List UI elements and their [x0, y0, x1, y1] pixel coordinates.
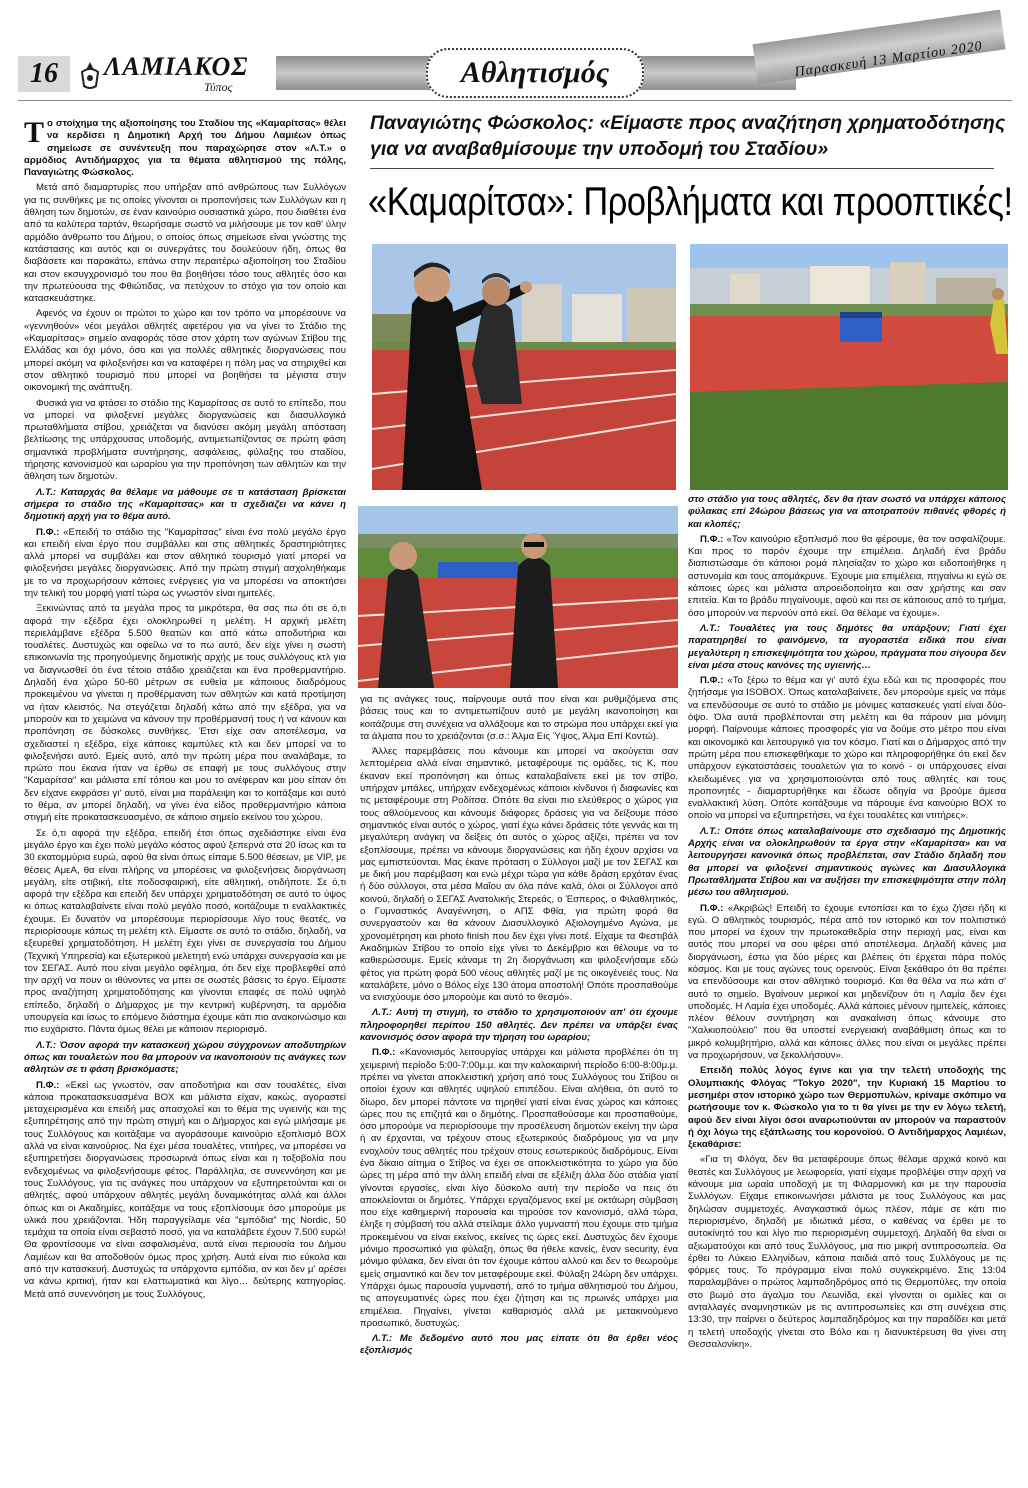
article-column-3	[688, 494, 1006, 1480]
paragraph: Αφενός να έχουν οι πρώτοι το χώρο και τον τρόπο να μπορέσουνε να «γεννηθούν» νέοι μεγάλοι αθλητές αφετέρου για να γίνει το Στάδιο της «Καμαρίτσας» σημείο αναφοράς τόσο στον χάρτη των αγώνων Στίβου της Ελλάδας και όχι μόνο, όσο και για πολλές αθλητικές διοργανώσεις που μπορεί ακόμη να φιλοξενήσει και να καταφέρει η πόλη μας να στηριχθεί και στον αθλητικό τουρισμό που μπορεί να βοηθήσει τα μέγιστα στην οικονομική της ανάπτυξη.	[24, 308, 346, 394]
interview-question: Λ.Τ.: Με δεδομένο αυτό που μας είπατε ότι θα έρθει νέος εξοπλισμός	[360, 1333, 678, 1357]
photo-men-on-track	[358, 506, 678, 688]
olympic-flame-paragraph: Επειδή πολύς λόγος έγινε και για την τελετή υποδοχής της Ολυμπιακής Φλόγας "Tokyo 2020", την Κυριακή 15 Μαρτίου το μεσημέρι στον ιστορικό χώρο των Θερμοπυλών, κρίναμε σκόπιμο να ρωτήσουμε τον κ. Φώσκολο για το τι θα γίνει με την εν λόγω τελετή, αφού δεν είναι λίγοι όσοι αναρωτιούνται αν μπορούν να παραστούν ή όχι λόγω της εξάπλωσης του κορονοϊού. Ο Αντιδήμαρχος Λαμιέων, ξεκαθάρισε:	[688, 1065, 1006, 1151]
olympic-flame-quote: «Για τη Φλόγα, δεν θα μεταφέρουμε όπως θέλαμε αρχικά κοινό και θεατές και Συλλόγους με λεωφορεία, γιατί είχαμε προβλέψει στην αρχή να κάνουμε μια ωραία υποδοχή με τη Φιλαρμονική και με την παρουσία Συλλόγων. Είχαμε επικοινωνήσει μάλιστα με τους Συλλόγους και μας δηλώσαν συμμετοχές. Αναγκαστικά όμως πλέον, πάμε σε κάτι πιο περιορισμένο, δηλαδή με ιδιωτικά μέσα, ο καθένας να έρθει με το αυτοκίνητό του και λίγο πιο περιορισμένη συμμετοχή. Δηλαδή θα είναι οι αξιωματούχοι και από τους Συλλόγους, μια πιο μικρή αντιπροσωπεία. Θα έρθει το Λύκειο Ελληνίδων, κάποια παιδιά από τους Συλλόγους με τις φόρμες τους. Το πρόγραμμα είναι πολύ συγκεκριμένο. Στις 13:04 παραλαμβάνει ο πρώτος λαμπαδηδρόμος από τις Θερμοπύλες, την οποία στο βωμό στο άγαλμα του Λεωνίδα, εκεί γίνονται οι ομιλίες και οι ανταλλαγές αναμνηστικών με τις αντιπροσωπείες και στη συνέχεια στις 13:30, την παίρνει ο δεύτερος λαμπαδηδρόμος και την παραδίδει και μετά η τελετή υποδοχής γίνεται στο Βόλο και η διανυκτέρευση θα γίνει στη Θεσσαλονίκη».	[688, 1154, 1006, 1350]
interview-answer: Π.Φ.: «Το ξέρω το θέμα και γι' αυτό έχω εδώ και τις προσφορές που ζητήσαμε για ISOBOX. Όπως καταλαβαίνετε, δεν μπορούμε εμείς να πάμε να επενδύσουμε σε αυτό το στάδιο με μόνιμες κατασκευές γιατί είναι δύο-όψο. Όλα αυτά προβλέπονται στη μελέτη και θα πάρουν μια μόνιμη μορφή. Παίρνουμε κάποιες προσφορές για να δούμε στο μέτρο που είναι και οικονομικό και λειτουργικό για τον κόσμο. Γιατί και ο Δήμαρχος από την πρώτη μέρα που επισκεφθήκαμε το χώρο και πληροφορήθηκε ότι εκεί δεν υπάρχουν εγκαταστάσεις τουαλετών για το κοινό - οι υπάρχουσες είναι κλειδωμένες για να χρησιμοποιούνται από τους αθλητές και τους προπονητές - διαμαρτυρήθηκε και έδωσε οδηγία να βρούμε άμεσα εναλλακτική λύση. Οπότε κοιτάξουμε να πάρουμε ένα καινούριο BOX το οποίο να μπορεί να εξυπηρετήσει, να έχει τουαλέτες και ντιτήρες».	[688, 675, 1006, 822]
article-column-1	[24, 118, 346, 1480]
page-number: 16	[18, 56, 70, 92]
interview-answer: Π.Φ.: «Ακριβώς! Επειδή το έχουμε εντοπίσει και το έχω ζήσει ήδη κι εγώ. Ο αθλητικός τουρισμός, πέρα από τον ιστορικό και τον πολιτιστικό που μπορεί να έχουν την πρωτοκαθεδρία στην περιοχή μας, είναι και αυτός που μπορεί να σου φέρει από αποτέλεσμα. Δηλαδή κάνεις μια διοργάνωση, έστω για δύο μέρες και βλέπεις ότι έρχεται πάρα πολύς κόσμος. Και με τους αγώνες τους ορεινούς. Είναι ξεκάθαρο ότι θα πρέπει να επενδύσουμε και στον αθλητικό τουρισμό. Και θα θέλα να πω κάτι σ' αυτό το σημείο. Βγαίνουν μερικοί και μηδενίζουν ότι η Λαμία δεν έχει υποδομές. Η Λαμία έχει υποδομές. Αλλά κάποιες μένουν ημιτελείς, κάποιες πλέον θέλουν συντήρηση και ανακαίνιση όπως κάνουμε στο "Χαλκιοπούλειο" που θα υποστεί ενεργειακή αναβάθμιση όπως και το μικρό κολυμβητήριο, αλλά και κάποιες άλλες που είναι οι μεγάλες πρέπει να προχωρήσουν, να ξεκολλήσουν».	[688, 902, 1006, 1062]
interview-question: Λ.Τ.: Καταρχάς θα θέλαμε να μάθουμε σε τι κατάσταση βρίσκεται σήμερα το στάδιο της «Καμαρίτσας» και τι σχεδιάζει να κάνει η δημοτική αρχή για το θέμα αυτό.	[24, 486, 346, 523]
interview-question: Λ.Τ.: Αυτή τη στιγμή, το στάδιο το χρησιμοποιούν απ' ότι έχουμε πληροφορηθεί περίπου 150 αθλητές. Δεν πρέπει να υπάρξει ένας κανονισμός όσον αφορά την τήρηση του ωραρίου;	[360, 1007, 678, 1044]
masthead	[18, 38, 1012, 100]
paragraph: Μετά από διαμαρτυρίες που υπήρξαν από ανθρώπους των Συλλόγων για τις συνθήκες με τις οποίες γίνονται οι προπονήσεις των Συλλόγων και η άθληση των δημοτών, σε έναν καινούριο ουσιαστικά χώρο, που διαθέτει ένα από τα καλύτερα ταρτάν, θεωρήσαμε σωστό να μιλήσουμε με τον καθ' ύλην αρμόδιο άνθρωπο του Δήμου, ο οποίος όπως σημείωσε είναι γνώστης της κατάστασης και αυτός και οι συνεργάτες του δουλεύουν ήδη, όπως θα διαβάσετε και παρακάτω, επάνω στην περαιτέρω αξιοποίηση του Σταδίου και στον εκσυγχρονισμό του που θα βοηθήσει τόσο τους αθλητές όσο και την πρωτεύουσα της Φθιώτιδας, να πετύχουν το στόχο για τον οποίο και κατασκευάστηκε.	[24, 182, 346, 305]
section-title: Αθλητισμός	[426, 48, 644, 98]
newspaper-logo-icon	[78, 60, 102, 90]
masthead-rule	[18, 100, 1012, 101]
interview-question: στο στάδιο για τους αθλητές, δεν θα ήταν σωστό να υπάρχει κάποιος φύλακας επί 24ώρου βάσεως για να αποτραπούν πιθανές φθορές ή και κλοπές;	[688, 494, 1006, 530]
paragraph: Άλλες παρεμβάσεις που κάνουμε και μπορεί να ακούγεται σαν λεπτομέρεια αλλά είναι σημαντικό, μεταφέρουμε τις ομάδες, τις Κ, που έκαναν εκεί προπόνηση και όπως καταλαβαίνετε εκεί με τον στίβο, υπήρχαν μπάλες, υπήρχαν ενδεχομένως κάποιοι κίνδυνοι ή διαφωνίες και τις μεταφέρουμε στη Ροδίτσα. Οπότε θα είναι πιο ελεύθερος ο χώρος για τους αθλούμενους και κάνουμε διάφορες δράσεις για να δείξουμε πόσο σημαντικός είναι αυτός ο χώρος, γιατί έχω κάνει δράσεις τότε γεννάς και τη μεγαλύτερη ανάγκη να δείξεις ότι αυτός ο χώρος αξίζει, πρέπει να τον εξοπλίσουμε, πρέπει να κάνουμε διοργανώσεις και ήδη έχουν αρχίσει να μας εμπιστεύονται. Μας έκανε πρόταση ο Σύλλογοι μαζί με τον ΣΕΓΑΣ και με δική μου παρέμβαση και ενώ μέχρι τώρα για κάθε δράση ερχόταν ένας ή δύο σύλλογοι, στα μέσα Μαΐου αν όλα πάνε καλά, όλοι οι Σύλλογοι από κοινού, δηλαδή ο ΣΕΓΑΣ Ανατολικής Στερεάς, ο Έσπερος, ο Φιλαθλητικός, ο Γυμναστικός Αναγέννηση, ο ΑΠΣ Φθία, για πρώτη φορά θα συνεργαστούν και θα κάνουν Διασυλλογικό Αξιολογημένο Αγώνα, με χρονομέτρηση και photo finish που δεν έχει γίνει ποτέ. Είχαμε τα Φεστιβάλ Ακαδημιών Στίβου το οποίο είχε γίνει το Δεκέμβριο και θέλουμε να το καθιερώσουμε. Εμείς κάναμε τη 2η διοργάνωση και φιλοξενήσαμε εδώ φέτος για πρώτη φορά 500 νέους αθλητές μαζί με τις οικογένειές τους. Να καταλάβετε, μόνο ο Βόλος είχε 130 άτομα αποστολή! Οπότε προσπαθούμε να ενισχύουμε όσο μπορούμε και αυτό το θεσμό».	[360, 746, 678, 1004]
article-intro: Το στοίχημα της αξιοποίησης του Σταδίου της «Καμαρίτσας» θέλει να κερδίσει η Δημοτική Αρχή του Δήμου Λαμιέων όπως σημείωσε σε συνέντευξη που παραχώρησε στον «Λ.Τ.» ο αρμόδιος Αντιδήμαρχος για τα θέματα αθλητισμού της πόλης, Παναγιώτης Φώσκολος.	[24, 118, 346, 179]
interview-question: Λ.Τ.: Όσον αφορά την κατασκευή χώρου σύγχρονων αποδυτηρίων όπως και τουαλετών που θα μπορούν να ικανοποιούν τις ανάγκες των αθλητών σε τι φάση βρισκόμαστε;	[24, 1039, 346, 1076]
article-column-2	[360, 694, 678, 1478]
photo-officials-on-track	[372, 244, 676, 490]
paper-subtitle: Τύπος	[204, 80, 233, 94]
issue-date: Παρασκευή 13 Μαρτίου 2020	[793, 38, 984, 81]
interview-question: Λ.Τ.: Οπότε όπως καταλαβαίνουμε στο σχεδιασμό της Δημοτικής Αρχής είναι να ολοκληρωθούν τα έργα στην «Καμαρίτσα» και να λειτουργήσει κανονικά όπως προβλέπεται, σαν Στάδιο δηλαδή που θα μπορεί να φιλοξενεί σημαντικούς αγώνες και Διασυλλογικά Πρωταθλήματα Στίβου και να αυξήσει την επισκεψιμότητα στην πόλη μέσω του αθλητισμού.	[688, 825, 1006, 899]
article-subheadline: Παναγιώτης Φώσκολος: «Είμαστε προς αναζήτηση χρηματοδότησης για να αναβαθμίσουμε την υποδομή του Σταδίου»	[370, 112, 1006, 160]
interview-answer: Π.Φ.: «Τον καινούριο εξοπλισμό που θα φέρουμε, θα τον ασφαλίζουμε. Και προς το παρόν έχουμε την επιμέλεια. Δηλαδή ένα βράδυ διαπιστώσαμε ότι κάποιοι ρομά πλησίαζαν το χώρο και ειδοποιήθηκε η αστυνομία και τους απομάκρυνε. Έχουμε μια επιμέλεια, πηγαίνω κι εγώ σε κάποιες ώρες και μάλιστα απροειδοποίητα και σαν χρήστης και σαν επιτεία. Και το βράδυ πηγαίνουμε, αφού και πει σε κάποιους από το τμήμα, όσο μπορούν να περνούν από εκεί. Θα θέλαμε να έχουμε».	[688, 533, 1006, 619]
paragraph: Φυσικά για να φτάσει το στάδιο της Καμαρίτσας σε αυτό το επίπεδο, που να μπορεί να φιλοξενεί μεγάλες διοργανώσεις και διασυλλογικά πρωταθλήματα στίβου, χρειάζεται να διανύσει ακόμη μεγάλη απόσταση βελτίωσης της υπάρχουσας υποδομής, αντιμετωπίζοντας σε πρώτη φάση σημαντικά προβλήματα συντήρησης, ασφάλειας, φύλαξης του σταδίου, τήρησης κανονισμού και ωραρίου για την προπόνηση των αθλητών και την άθληση των δημοτών.	[24, 397, 346, 483]
photo-high-jump-mat	[690, 244, 1008, 490]
drop-cap: Τ	[24, 118, 45, 149]
interview-question: Λ.Τ.: Τουαλέτες για τους δημότες θα υπάρξουν; Γιατί έχει παρατηρηθεί το φαινόμενο, τα αγοραστέα ειδικά που είναι μεγαλύτερη η επισκεψιμότητα του χώρου, πράγματα που σίγουρα δεν είναι μέσα στους κανόνες της υγιεινής…	[688, 622, 1006, 671]
interview-answer: Π.Φ.: «Επειδή το στάδιο της "Καμαρίτσας" είναι ένα πολύ μεγάλο έργο και επειδή είναι έργο που συμβάλλει και στις αθλητικές δραστηριότητες αλλά μπορεί να συμβάλει και στον αθλητικό τουρισμό γιατί μπορεί να φιλοξενήσει μεγάλες διοργανώσεις. Από την πρώτη στιγμή ασχοληθήκαμε με το να προχωρήσουν κάποιες ενέργειες για να μπορέσει να αποκτήσει την τελική του μορφή γιατί τώρα ως γνωστόν είναι ημιτελές.	[24, 526, 346, 599]
paragraph: Σε ό,τι αφορά την εξέδρα, επειδή έτσι όπως σχεδιάστηκε είναι ένα μεγάλο έργο και έχει πολύ μεγάλο κόστος αφού ξεπερνά στα 20 ίσως και τα 30 εκατομμύρια ευρώ, αφού θα είναι όπως είπαμε 5.500 θέσεων, με VIP, με θέσεις ΑμεΑ, θα είναι πλήρης να μπορέσεις να φιλοξενήσεις διοργάνωση μεγάλη, είτε στιβική, είτε ποδοσφαιρική, είτε αθλητική, οτιδήποτε. Σε ό,τι αφορά την εξέδρα και επειδή δεν υπάρχει χρηματοδότηση σε αυτό το ύψος κι όπως καταλαβαίνετε είναι πολύ μεγάλο ποσό, κοιτάζουμε τι εναλλακτικές έχουμε. Ει δυνατόν να μπορέσουμε περιορίσουμε λίγο τους θεατές, να περιορίσουμε κάπως τη μελέτη κτλ. Είμαστε σε αυτό το στάδιο, δηλαδή, να εξευρεθεί χρηματοδότηση. Η μελέτη έχει γίνει σε συνεργασία του Δήμου (Τεχνική Υπηρεσία) και εξωτερικού μελετητή ενώ υπάρχει συνεργασία και με τον ΣΕΓΑΣ. Αυτό που είναι μεγάλο οφέλημα, ότι δεν είχε προβλεφθεί από την αρχή να πουν οι ιθύνοντες να μπει σε σωστές βάσεις το έργο. Είμαστε προς αναζήτηση χρηματοδότησης και γίνονται επαφές σε πολύ υψηλό επίπεδο, δηλαδή ο Δήμαρχος με την κεντρική κυβέρνηση, τα αρμόδια υπουργεία και ίσως το επόμενο διάστημα έχουμε κάτι πιο ανακοινώσιμο και πιο ευχάριστο. Πάντα όμως θέλει με κάποιον περιορισμό.	[24, 827, 346, 1036]
paragraph: Ξεκινώντας από τα μεγάλα προς τα μικρότερα, θα σας πω ότι σε ό,τι αφορά την εξέδρα έχει ολοκληρωθεί η μελέτη. Η αρχική μελέτη περιελάμβανε εξέδρα 5.500 θεατών και από κάτω αποδυτήρια και τουαλέτες. Δυστυχώς και οφείλω να το πω αυτό, δεν είχε γίνει η σωστή επικοινωνία της προηγούμενης δημοτικής αρχής με τους συλλόγους κτλ για να διαγνωσθεί ότι ένα τέτοιο στάδιο χρειάζεται και ένα προθερμαντήριο. Δηλαδή ένα χώρο 50-60 μέτρων σε ευθεία με κάποιους διαδρόμους προκειμένου να γίνεται η προθέρμανση των αθλητών και κατά προτίμηση να ήταν κλειστός. Να στεγάζεται δηλαδή κάτω από την εξέδρα, για να μπορούν και το χειμώνα να κάνουν την προθέρμανσή τους ή να κάνουν και προπόνηση σε δύσκολες συνθήκες. Έτσι είχε σαν αποτέλεσμα, να σχεδιαστεί η εξέδρα, είχε κάποιες καμπύλες κτλ και δεν μπορεί να το φιλοξενήσει αυτό. Εμείς αυτό, από την πρώτη μέρα που αναλάβαμε, το πρώτο που έκανα ήταν να έρθω σε επαφή με τους συλλόγους στην "Καμαρίτσα" και μάλιστα επί τόπου και μου το ανέφεραν και μου είπαν ότι δεν είχανε εκφράσει γι' αυτό, είναι μια παράλειψη και το κοιτάξαμε και αυτό το θέμα, αν μπορεί δηλαδή, να γίνει ένα είδος προθερμαντήριο κάποια στιγμή είτε προκατασκευασμένο, σε κάποιο σημείο εκείνου του χώρου.	[24, 603, 346, 824]
subheadline-rule	[370, 168, 994, 169]
interview-answer: Π.Φ.: «Εκεί ως γνωστόν, σαν αποδυτήρια και σαν τουαλέτες, είναι κάποια προκατασκευασμένα BOX και μάλιστα είχαν, κακώς, αγοραστεί μεταχειρισμένα και επειδή μας απασχολεί και το θέμα της υγιεινής και της εξυπηρέτησης από την πρώτη στιγμή και ο Δήμαρχος και εγώ μιλήσαμε με τους Συλλόγους και κοιτάξαμε να αγοράσουμε καινούριο εξοπλισμό BOX αλλά να είναι καινούριος. Να έχει μέσα τουαλέτες, ντιτήρες, να μπορέσει να εξυπηρετήσει διοργανώσεις προσωρινά όπως είναι και η τοξοβολία που ενδεχομένως να φιλοξενήσουμε φέτος. Παράλληλα, σε συνεννόηση και με τους Συλλόγους, για τις ανάγκες που υπάρχουν να εξυπηρετούνται και οι αθλητές, αφού υπάρχουν αθλητές μεγάλη δυναμικότητας αλλά και άλλοι όπως και οι Ακαδημίες, κοιτάξαμε να τους εξοπλίσουμε όσο μπορούμε με υλικά που χρειάζονται. Ήδη παραγγείλαμε νέα "εμπόδια" της Nordic, 50 τεμάχια τα οποία είναι σεβαστό ποσό, για να καταλάβετε έχουν 7.500 ευρώ! Θα φροντίσουμε να είναι ασφαλισμένα, αυτά είναι περιουσία του Δήμου Λαμιέων και θα αποδοθούν όμως προς χρήση. Αυτά είναι πιο εύκολα και από την κατασκευή. Δυστυχώς τα υπάρχοντα εμπόδια, αν και δεν μ' αρέσει να κάνω κριτική, ήταν και ελαττωματικά και λίγο… δεύτερης κατηγορίας. Μετά από συνεννόηση με τους Συλλόγους,	[24, 1079, 346, 1300]
article-headline: «Καμαρίτσα»: Προβλήματα και προοπτικές!	[368, 180, 1013, 224]
paragraph: για τις ανάγκες τους, παίρνουμε αυτά που είναι και ρυθμιζόμενα στις βάσεις τους και το αντιμετωπίζουν αυτό με μεγάλη ικανοποίηση και κοιτάζουμε στη συνέχεια να αλλάξουμε και το στρώμα που υπάρχει εκεί για τα άλματα που το χρειάζονται (σ.σ.: Άλμα Εις Ύψος, Άλμα Επί Κοντώ).	[360, 694, 678, 742]
interview-answer: Π.Φ.: «Κανονισμός λειτουργίας υπάρχει και μάλιστα προβλέπει ότι τη χειμερινή περίοδο 5:00-7:00μ.μ. και την καλοκαιρινή περίοδο 6:00-8:00μ.μ. πρέπει να γίνεται αποκλειστική χρήση από τους Συλλόγους του Στίβου οι οποίοι έχουν και αθλητές υψηλού επιπέδου. Είναι αλήθεια, ότι αυτό το δίωρο, δεν μπορεί πάντοτε να τηρηθεί γιατί είναι ένας χώρος και κάποιες ώρες που τις επιζητά και ο δημότης. Προσπαθούσαμε και προσπαθούμε, όσο μπορούμε να περιορίσουμε την προσέλευση δημοτών εκείνη την ώρα ή αν έρχονται, να τρέχουν στους εξωτερικούς διαδρόμους για να μην ενοχλούν τους αθλητές που τρέχουν στους εσωτερικούς διαδρόμους. Είναι ένα δίκαιο αίτημα ο Στίβος να έχει σε αποκλειστικότητα το χώρο για δύο ώρες τη μέρα από την άλλη επειδή είναι σε εξέλιξη άλλα δύο στάδια γιατί γίνονται εργασίες, είναι λίγο δύσκολο αυτή την περίοδο να πεις ότι αποκλείονται οι δημότες. Υπάρχει εργαζόμενος εκεί με οκτάωρη σύμβαση που είχε καθημερινή παρουσία και τηρούσε τον κανονισμό, αλλά τώρα, έληξε η σύμβασή του αλλά στείλαμε άλλο γυμναστή που έχουμε στο τμήμα προκειμένου να είναι εκείνος, εκείνες τις ώρες εκεί. Δυστυχώς δεν έχουμε μόνιμο προσωπικό για φύλαξη, όπως θα ήθελε κανείς, έναν security, ένα μόνιμο φύλακα, δεν είναι ότι τον έχουμε κάπου αλλού και δεν το θεωρούμε εμείς σημαντικό και δεν τον μεταφέρουμε εκεί. Φύλαξη 24ώρη δεν υπάρχει. Υπάρχει όμως παρουσία γυμναστή, από το τμήμα αθλητισμού του Δήμου, τις απογευματινές ώρες που έχει ζήτηση και τις πρωινές υπάρχει μια επιμέλεια. Πηγαίνει, γίνεται καθαρισμός αλλά με μετακινούμενο προσωπικό, δυστυχώς.	[360, 1047, 678, 1329]
paper-name: ΛΑΜΙΑΚΟΣ	[104, 52, 249, 81]
